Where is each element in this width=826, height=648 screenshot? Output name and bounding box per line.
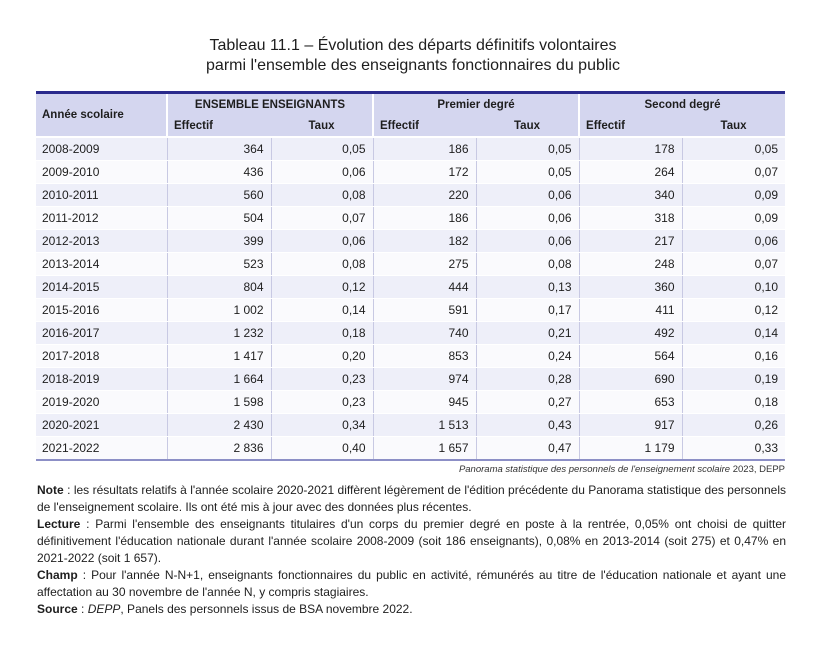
year-cell: 2020-2021: [36, 414, 167, 437]
year-cell: 2019-2020: [36, 391, 167, 414]
effectif-premier-cell: 182: [373, 230, 476, 253]
effectif-second-cell: 564: [579, 345, 682, 368]
taux-second-cell: 0,33: [682, 437, 785, 461]
year-column-header: Année scolaire: [36, 93, 167, 138]
notes-block: [37, 482, 786, 618]
effectif-premier-cell: 853: [373, 345, 476, 368]
effectif-ensemble-cell: 804: [167, 276, 271, 299]
year-cell: 2016-2017: [36, 322, 167, 345]
taux-ensemble-cell: 0,06: [271, 161, 373, 184]
year-cell: 2013-2014: [36, 253, 167, 276]
table-title: [0, 36, 826, 76]
effectif-second-cell: 340: [579, 184, 682, 207]
year-cell: 2008-2009: [36, 137, 167, 161]
source-publication: Panorama statistique des personnels de l'enseignement scolaire: [458, 464, 731, 475]
table-source-line: [459, 464, 785, 475]
lecture-text: : Parmi l'ensemble des enseignants titulaires d'un corps du premier degré en poste à la rentrée, 0,05% ont choisi de quitter définitivement l'éducation nationale durant l'année scolaire 2008-2009 (soit 186 enseignants), 0,08% en 2013-2014 (soit 275) et 0,47% en 2021-2022 (soit 1 657).: [37, 517, 786, 565]
group-header-premier: Premier degré: [373, 93, 579, 116]
effectif-second-cell: 492: [579, 322, 682, 345]
taux-ensemble-cell: 0,20: [271, 345, 373, 368]
table-row: [36, 207, 785, 230]
taux-ensemble-cell: 0,05: [271, 137, 373, 161]
taux-second-cell: 0,09: [682, 184, 785, 207]
effectif-premier-cell: 1 657: [373, 437, 476, 461]
sub-header-effectif: Effectif: [579, 115, 682, 137]
taux-second-cell: 0,09: [682, 207, 785, 230]
title-line-1: Tableau 11.1 – Évolution des départs définitifs volontaires: [209, 37, 617, 54]
taux-premier-cell: 0,27: [476, 391, 579, 414]
year-cell: 2018-2019: [36, 368, 167, 391]
taux-ensemble-cell: 0,23: [271, 391, 373, 414]
table-row: [36, 345, 785, 368]
title-line-2: parmi l'ensemble des enseignants fonctionnaires du public: [206, 57, 620, 74]
taux-premier-cell: 0,08: [476, 253, 579, 276]
lecture-paragraph: [37, 516, 786, 567]
effectif-ensemble-cell: 436: [167, 161, 271, 184]
taux-premier-cell: 0,21: [476, 322, 579, 345]
taux-ensemble-cell: 0,18: [271, 322, 373, 345]
table-row: [36, 276, 785, 299]
taux-second-cell: 0,12: [682, 299, 785, 322]
group-header-ensemble: ENSEMBLE ENSEIGNANTS: [167, 93, 373, 116]
year-cell: 2017-2018: [36, 345, 167, 368]
effectif-premier-cell: 591: [373, 299, 476, 322]
taux-ensemble-cell: 0,23: [271, 368, 373, 391]
effectif-ensemble-cell: 1 598: [167, 391, 271, 414]
taux-ensemble-cell: 0,14: [271, 299, 373, 322]
year-cell: 2010-2011: [36, 184, 167, 207]
effectif-premier-cell: 444: [373, 276, 476, 299]
taux-second-cell: 0,05: [682, 137, 785, 161]
taux-second-cell: 0,16: [682, 345, 785, 368]
effectif-premier-cell: 172: [373, 161, 476, 184]
taux-premier-cell: 0,05: [476, 161, 579, 184]
taux-premier-cell: 0,13: [476, 276, 579, 299]
effectif-second-cell: 360: [579, 276, 682, 299]
effectif-premier-cell: 945: [373, 391, 476, 414]
source-separator: :: [77, 602, 88, 616]
sub-header-effectif: Effectif: [373, 115, 476, 137]
taux-ensemble-cell: 0,40: [271, 437, 373, 461]
effectif-ensemble-cell: 364: [167, 137, 271, 161]
taux-ensemble-cell: 0,07: [271, 207, 373, 230]
taux-second-cell: 0,07: [682, 161, 785, 184]
table-row: [36, 184, 785, 207]
effectif-second-cell: 318: [579, 207, 682, 230]
effectif-ensemble-cell: 399: [167, 230, 271, 253]
table-row: [36, 253, 785, 276]
year-cell: 2021-2022: [36, 437, 167, 461]
table-row: [36, 299, 785, 322]
taux-second-cell: 0,18: [682, 391, 785, 414]
table-row: [36, 230, 785, 253]
effectif-ensemble-cell: 1 232: [167, 322, 271, 345]
effectif-ensemble-cell: 2 430: [167, 414, 271, 437]
effectif-ensemble-cell: 1 417: [167, 345, 271, 368]
source-paragraph: [37, 601, 786, 618]
year-cell: 2011-2012: [36, 207, 167, 230]
effectif-second-cell: 653: [579, 391, 682, 414]
effectif-premier-cell: 186: [373, 207, 476, 230]
note-text: : les résultats relatifs à l'année scolaire 2020-2021 diffèrent légèrement de l'édition précédente du Panorama statistique des personnels de l'enseignement scolaire. Ils ont été mis à jour avec des données plus récentes.: [37, 483, 786, 514]
note-paragraph: [37, 482, 786, 516]
year-cell: 2009-2010: [36, 161, 167, 184]
group-header-second: Second degré: [579, 93, 785, 116]
taux-premier-cell: 0,06: [476, 207, 579, 230]
sub-header-taux: Taux: [682, 115, 785, 137]
taux-premier-cell: 0,05: [476, 137, 579, 161]
source-text: , Panels des personnels issus de BSA novembre 2022.: [120, 602, 413, 616]
taux-second-cell: 0,10: [682, 276, 785, 299]
sub-header-effectif: Effectif: [167, 115, 271, 137]
lecture-label: Lecture: [37, 517, 81, 531]
table-row: [36, 368, 785, 391]
table-row: [36, 414, 785, 437]
taux-ensemble-cell: 0,34: [271, 414, 373, 437]
table-row: [36, 437, 785, 461]
source-publication-year: 2023, DEPP: [730, 464, 785, 475]
taux-ensemble-cell: 0,08: [271, 253, 373, 276]
taux-second-cell: 0,07: [682, 253, 785, 276]
effectif-premier-cell: 275: [373, 253, 476, 276]
year-cell: 2012-2013: [36, 230, 167, 253]
effectif-ensemble-cell: 523: [167, 253, 271, 276]
taux-premier-cell: 0,06: [476, 184, 579, 207]
effectif-ensemble-cell: 560: [167, 184, 271, 207]
taux-premier-cell: 0,28: [476, 368, 579, 391]
effectif-second-cell: 178: [579, 137, 682, 161]
data-table: [36, 91, 785, 461]
taux-second-cell: 0,14: [682, 322, 785, 345]
champ-text: : Pour l'année N-N+1, enseignants fonctionnaires du public en activité, rémunérés au titre de l'éducation nationale et ayant une affectation au 30 novembre de l'année N, y compris stagiaires.: [37, 568, 786, 599]
effectif-ensemble-cell: 1 664: [167, 368, 271, 391]
table-row: [36, 391, 785, 414]
taux-premier-cell: 0,24: [476, 345, 579, 368]
source-italic: DEPP: [87, 602, 121, 616]
effectif-ensemble-cell: 2 836: [167, 437, 271, 461]
taux-ensemble-cell: 0,12: [271, 276, 373, 299]
taux-premier-cell: 0,43: [476, 414, 579, 437]
table-row: [36, 161, 785, 184]
effectif-ensemble-cell: 504: [167, 207, 271, 230]
year-cell: 2015-2016: [36, 299, 167, 322]
source-label: Source: [37, 602, 78, 616]
sub-header-taux: Taux: [476, 115, 579, 137]
effectif-second-cell: 217: [579, 230, 682, 253]
taux-ensemble-cell: 0,08: [271, 184, 373, 207]
effectif-second-cell: 917: [579, 414, 682, 437]
taux-ensemble-cell: 0,06: [271, 230, 373, 253]
champ-paragraph: [37, 567, 786, 601]
effectif-second-cell: 411: [579, 299, 682, 322]
taux-premier-cell: 0,06: [476, 230, 579, 253]
effectif-premier-cell: 974: [373, 368, 476, 391]
effectif-ensemble-cell: 1 002: [167, 299, 271, 322]
taux-second-cell: 0,06: [682, 230, 785, 253]
table-body: [36, 137, 785, 460]
sub-header-taux: Taux: [271, 115, 373, 137]
table-row: [36, 137, 785, 161]
table-row: [36, 322, 785, 345]
taux-second-cell: 0,19: [682, 368, 785, 391]
effectif-second-cell: 690: [579, 368, 682, 391]
taux-premier-cell: 0,47: [476, 437, 579, 461]
effectif-second-cell: 264: [579, 161, 682, 184]
taux-premier-cell: 0,17: [476, 299, 579, 322]
effectif-premier-cell: 220: [373, 184, 476, 207]
effectif-premier-cell: 186: [373, 137, 476, 161]
effectif-premier-cell: 1 513: [373, 414, 476, 437]
year-cell: 2014-2015: [36, 276, 167, 299]
taux-second-cell: 0,26: [682, 414, 785, 437]
effectif-premier-cell: 740: [373, 322, 476, 345]
note-label: Note: [37, 483, 64, 497]
effectif-second-cell: 1 179: [579, 437, 682, 461]
champ-label: Champ: [37, 568, 78, 582]
effectif-second-cell: 248: [579, 253, 682, 276]
